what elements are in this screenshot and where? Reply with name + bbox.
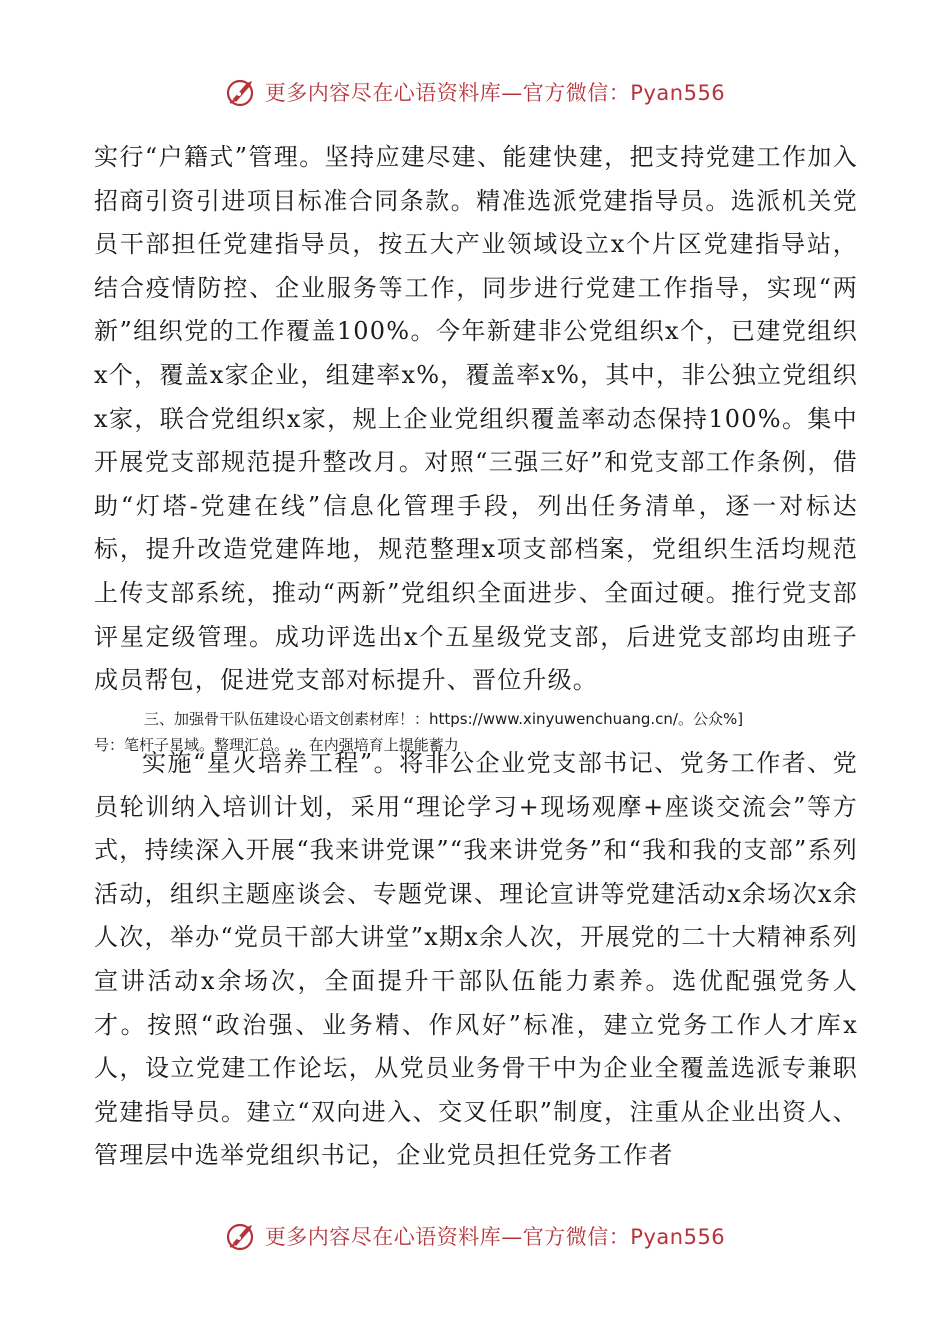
header-watermark-banner [0,72,950,112]
section-heading-line-1: 三、加强骨干队伍建设心语文创素材库！：https://www.xinyuwenchuang.cn/。公众%] [144,710,744,728]
fountain-pen-logo-icon [225,1219,259,1253]
paragraph-text: 实行“户籍式”管理。坚持应建尽建、能建快建，把支持党建工作加入招商引资引进项目标准合同条款。精准选派党建指导员。选派机关党员干部担任党建指导员，按五大产业领域设立x个片区党建指导站，结合疫情防控、企业服务等工作，同步进行党建工作指导，实现“两新”组织党的工作覆盖100%。今年新建非公党组织x个，已建党组织x个，覆盖x家企业，组建率x%，覆盖率x%，其中，非公独立党组织x家，联合党组织x家，规上企业党组织覆盖率动态保持100%。集中开展党支部规范提升整改月。对照“三强三好”和党支部工作条例，借助“灯塔-党建在线”信息化管理手段，列出任务清单，逐一对标达标，提升改造党建阵地，规范整理x项支部档案，党组织生活均规范上传支部系统，推动“两新”党组织全面进步、全面过硬。推行党支部评星定级管理。成功评选出x个五星级党支部，后进党支部均由班子成员帮包，促进党支部对标提升、晋位升级。 [94,143,858,695]
paragraph-text: 实施“星火培养工程”。将非公企业党支部书记、党务工作者、党员轮训纳入培训计划，采用“理论学习+现场观摩+座谈交流会”等方式，持续深入开展“我来讲党课”“我来讲党务”和“我和我的支部”系列活动，组织主题座谈会、专题党课、理论宣讲等党建活动x余场次x余人次，举办“党员干部大讲堂”x期x余人次，开展党的二十大精神系列宣讲活动x余场次，全面提升干部队伍能力素养。选优配强党务人才。按照“政治强、业务精、作风好”标准，建立党务工作人才库x人，设立党建工作论坛，从党员业务骨干中为企业全覆盖选派专兼职党建指导员。建立“双向进入、交叉任职”制度，注重从企业出资人、管理层中选举党组织书记，企业党员担任党务工作者 [94,749,858,1170]
body-paragraph-2 [94,742,858,1178]
fountain-pen-logo-icon [225,75,259,109]
section-heading-line-2: 号：笔杆子星域。整理汇总。,，在内强培育上提能蓄力 [94,736,459,754]
watermark-text: 更多内容尽在心语资料库—官方微信：Pyan556 [264,81,726,105]
watermark-text: 更多内容尽在心语资料库—官方微信：Pyan556 [264,1225,726,1249]
footer-watermark-banner [0,1216,950,1256]
body-paragraph-1 [94,136,858,703]
